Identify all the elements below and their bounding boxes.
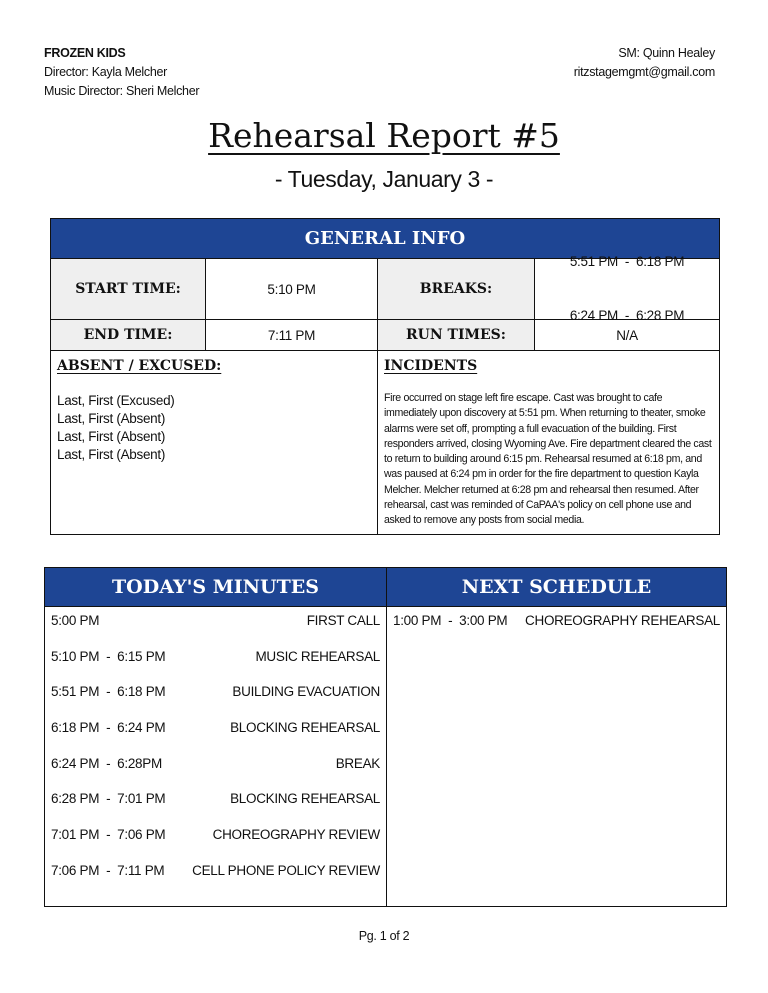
minutes-activity: BLOCKING REHEARSAL [230, 791, 380, 807]
run-times-label: RUN TIMES: [378, 320, 535, 350]
minutes-schedule-table [44, 567, 727, 907]
minutes-row [45, 785, 386, 821]
todays-minutes-heading: TODAY'S MINUTES [45, 568, 386, 607]
general-info-heading: GENERAL INFO [51, 219, 719, 259]
minutes-time: 5:10 PM - 6:15 PM [51, 648, 166, 664]
absent-list [57, 392, 371, 464]
minutes-row [45, 750, 386, 786]
report-title [0, 116, 768, 155]
minutes-row [45, 714, 386, 750]
minutes-activity: BUILDING EVACUATION [232, 684, 380, 700]
breaks-value [535, 254, 719, 323]
minutes-activity: MUSIC REHEARSAL [255, 648, 380, 664]
incidents-heading: INCIDENTS [384, 358, 478, 374]
show-title: FROZEN KIDS [44, 46, 126, 60]
minutes-activity: CELL PHONE POLICY REVIEW [192, 862, 380, 878]
report-date: - Tuesday, January 3 - [274, 166, 494, 192]
end-time-value: 7:11 PM [206, 320, 378, 350]
absent-item: Last, First (Excused) [57, 393, 175, 408]
minutes-row [45, 643, 386, 679]
music-director: Music Director: Sheri Melcher [44, 84, 200, 98]
director: Director: Kayla Melcher [44, 65, 168, 79]
minutes-activity: BREAK [335, 755, 380, 771]
start-time-label: START TIME: [51, 259, 206, 319]
next-schedule-heading: NEXT SCHEDULE [387, 568, 726, 607]
minutes-time: 7:01 PM - 7:06 PM [51, 827, 166, 843]
general-lower [51, 351, 719, 534]
schedule-activity: CHOREOGRAPHY REHEARSAL [525, 613, 720, 628]
minutes-time: 6:28 PM - 7:01 PM [51, 791, 166, 807]
minutes-activity: BLOCKING REHEARSAL [230, 720, 380, 736]
minutes-row [45, 607, 386, 643]
minutes-row [45, 678, 386, 714]
minutes-time: 6:18 PM - 6:24 PM [51, 720, 166, 736]
general-row-start [51, 254, 719, 323]
incidents-text: Fire occurred on stage left fire escape. Cast was brought to cafe immediately upon discovery at 5:51 pm. When returning to theater, smoke alarms were set off, prompting a full evacuation of the building. First responders arrived, closing Wyoming Ave. Fire department cleared the cast to return to building around 6:15 pm. Rehearsal resumed at 6:18 pm, and was paused at 6:24 pm in order for the fire department to question Kayla Melcher. Melcher returned at 6:28 pm and rehearsal then resumed. After rehearsal, cast was reminded of CaPAA's policy on cell phone use and asked to remove any posts from social media. [384, 392, 712, 527]
absent-item: Last, First (Absent) [57, 447, 166, 462]
minutes-row [45, 857, 386, 893]
break-2: 6:24 PM - 6:28 PM [569, 308, 685, 323]
absent-item: Last, First (Absent) [57, 429, 166, 444]
break-1: 5:51 PM - 6:18 PM [569, 254, 685, 269]
minutes-time: 6:24 PM - 6:28PM [51, 755, 162, 771]
header-right [574, 44, 715, 82]
minutes-time: 7:06 PM - 7:11 PM [51, 862, 165, 878]
schedule-time: 1:00 PM - 3:00 PM [393, 613, 508, 628]
next-schedule [387, 568, 726, 906]
breaks-label: BREAKS: [378, 259, 535, 319]
schedule-row [387, 607, 726, 643]
run-times-value: N/A [616, 327, 638, 343]
absent-heading: ABSENT / EXCUSED: [57, 358, 222, 374]
header-left [44, 44, 199, 101]
general-info-table [50, 218, 720, 535]
incidents-section [378, 351, 719, 534]
page-number: Pg. 1 of 2 [358, 929, 410, 943]
minutes-activity: FIRST CALL [306, 613, 380, 628]
general-row-end [51, 320, 719, 351]
todays-minutes [45, 568, 387, 906]
stage-manager: SM: Quinn Healey [618, 46, 715, 60]
minutes-row [45, 821, 386, 857]
absent-item: Last, First (Absent) [57, 411, 166, 426]
minutes-time: 5:51 PM - 6:18 PM [51, 684, 166, 700]
report-title-text: Rehearsal Report #5 [208, 116, 560, 155]
minutes-activity: CHOREOGRAPHY REVIEW [212, 827, 380, 843]
minutes-time: 5:00 PM [51, 613, 100, 628]
absent-section [51, 351, 378, 534]
start-time-value: 5:10 PM [206, 259, 378, 319]
end-time-label: END TIME: [51, 320, 206, 350]
contact-email: ritzstagemgmt@gmail.com [573, 65, 715, 79]
